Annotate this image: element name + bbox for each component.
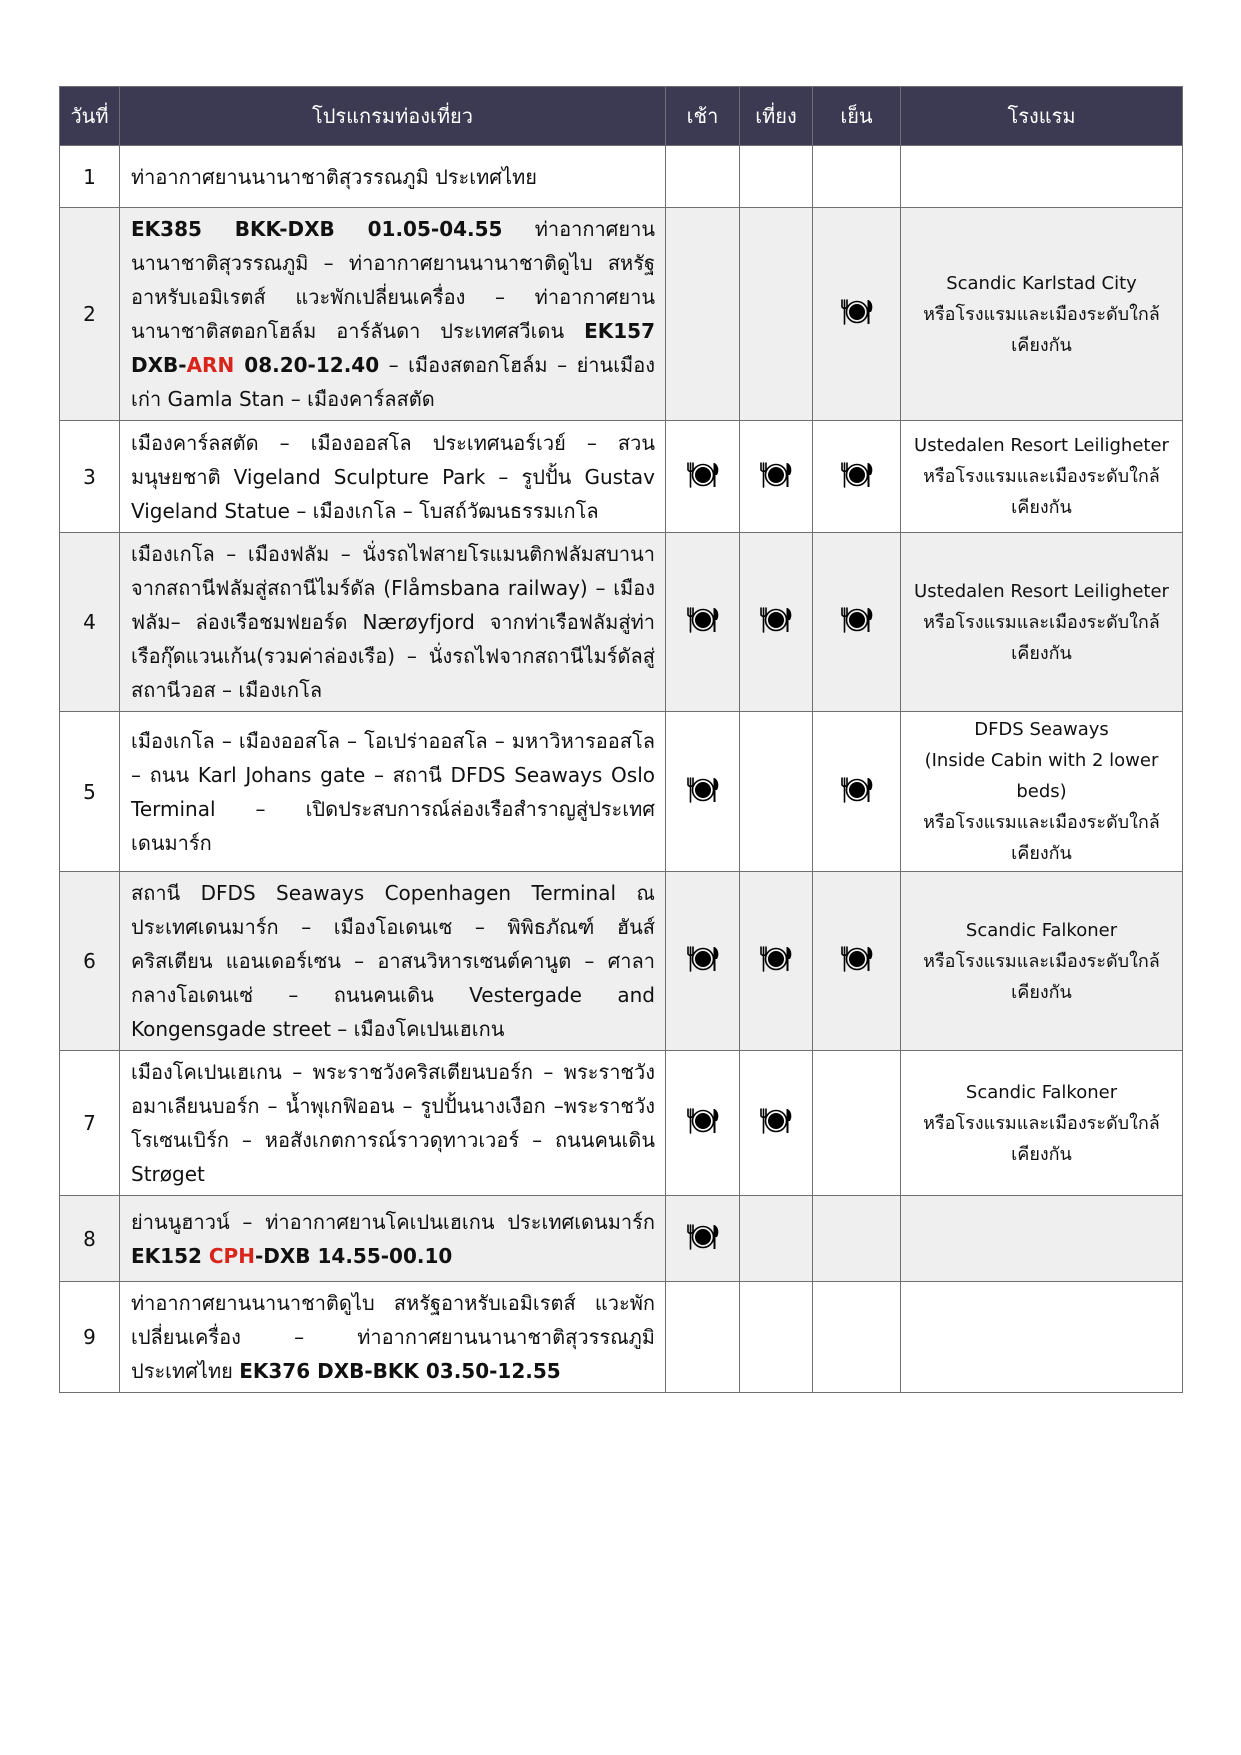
header-breakfast: เช้า <box>666 87 740 146</box>
table-row <box>60 712 1183 872</box>
flight-info: EK385 BKK-DXB 01.05-04.55 <box>131 217 503 241</box>
plate-fork-knife-icon <box>685 607 721 633</box>
plate-fork-knife-icon <box>685 462 721 488</box>
program-text: สถานี DFDS Seaways Copenhagen Terminal ณ ประเทศเดนมาร์ก – เมืองโอเดนเซ – พิพิธภัณฑ์ ฮันส์ คริสเตียน แอนเดอร์เซน – อาสนวิหารเซนต์คานูต – ศาลากลางโอเดนเซ่ – ถนนคนเดิน Vestergade and Kongensgade street – เมืองโคเปนเฮเกน <box>131 881 655 1041</box>
flight-info: -DXB 14.55-00.10 <box>254 1243 453 1268</box>
day-number: 7 <box>60 1051 120 1196</box>
plate-fork-knife-icon <box>839 299 875 325</box>
program-text: ท่าอากาศยานนานาชาติสุวรรณภูมิ – ท่าอากาศยานนานาชาติดูไบ สหรัฐอาหรับเอมิเรตส์ แวะพักเปลี่ยนเครื่อง – ท่าอากาศยานนานาชาติสตอกโฮล์ม อาร์ลันดา ประเทศสวีเดน <box>131 217 656 343</box>
meal-lunch <box>740 421 813 533</box>
meal-lunch <box>740 1282 813 1393</box>
hotel-name: Scandic Karlstad City <box>946 272 1137 294</box>
header-lunch: เที่ยง <box>740 87 813 146</box>
day-number: 6 <box>60 872 120 1051</box>
meal-lunch <box>740 1051 813 1196</box>
day-number: 5 <box>60 712 120 872</box>
hotel-alternative: หรือโรงแรมและเมืองระดับใกล้เคียงกัน <box>923 1112 1160 1165</box>
plate-fork-knife-icon <box>758 1108 794 1134</box>
program-description <box>120 1051 666 1196</box>
header-day: วันที่ <box>60 87 120 146</box>
program-text: – เมืองสตอกโฮล์ม – ย่านเมืองเก่า Gamla Stan – เมืองคาร์ลสตัด <box>131 353 655 411</box>
meal-breakfast <box>666 872 740 1051</box>
hotel-name: Scandic Falkoner <box>965 919 1118 941</box>
hotel-info <box>901 421 1183 533</box>
program-description <box>120 1282 666 1393</box>
hotel-info <box>901 1282 1183 1393</box>
flight-info: ARN <box>186 353 235 377</box>
flight-info: EK152 <box>131 1243 209 1268</box>
plate-fork-knife-icon <box>685 777 721 803</box>
meal-lunch <box>740 208 813 421</box>
table-row <box>60 1051 1183 1196</box>
program-text: เมืองคาร์ลสตัด – เมืองออสโล ประเทศนอร์เวย์ – สวนมนุษยชาติ Vigeland Sculpture Park – รูปปั้น Gustav Vigeland Statue – เมืองเกโล – โบสถ์วัฒนธรรมเกโล <box>131 430 655 523</box>
hotel-alternative: หรือโรงแรมและเมืองระดับใกล้เคียงกัน <box>923 950 1160 1003</box>
meal-dinner <box>813 872 901 1051</box>
flight-info: EK376 DXB-BKK 03.50-12.55 <box>239 1359 561 1383</box>
flight-info: EK157 DXB- <box>131 319 655 377</box>
program-description <box>120 146 666 208</box>
meal-lunch <box>740 533 813 712</box>
hotel-info <box>901 533 1183 712</box>
meal-dinner <box>813 421 901 533</box>
table-row <box>60 146 1183 208</box>
meal-lunch <box>740 872 813 1051</box>
day-number: 2 <box>60 208 120 421</box>
meal-breakfast <box>666 146 740 208</box>
program-text: ท่าอากาศยานนานาชาติสุวรรณภูมิ ประเทศไทย <box>131 164 537 189</box>
hotel-alternative: หรือโรงแรมและเมืองระดับใกล้เคียงกัน <box>923 303 1160 356</box>
meal-dinner <box>813 533 901 712</box>
plate-fork-knife-icon <box>758 462 794 488</box>
hotel-info <box>901 1051 1183 1196</box>
program-description <box>120 872 666 1051</box>
hotel-alternative: หรือโรงแรมและเมืองระดับใกล้เคียงกัน <box>923 611 1160 664</box>
meal-dinner <box>813 1196 901 1282</box>
program-text: ย่านนูฮาวน์ – ท่าอากาศยานโคเปนเฮเกน ประเทศเดนมาร์ก <box>131 1209 655 1234</box>
day-number: 4 <box>60 533 120 712</box>
meal-lunch <box>740 712 813 872</box>
meal-breakfast <box>666 1282 740 1393</box>
hotel-name: Ustedalen Resort Leiligheter <box>914 435 1169 456</box>
program-description <box>120 712 666 872</box>
header-program: โปรแกรมท่องเที่ยว <box>120 87 666 146</box>
hotel-info <box>901 146 1183 208</box>
hotel-alternative: หรือโรงแรมและเมืองระดับใกล้เคียงกัน <box>923 466 1160 518</box>
table-row <box>60 421 1183 533</box>
plate-fork-knife-icon <box>839 946 875 972</box>
program-text: เมืองโคเปนเฮเกน – พระราชวังคริสเตียนบอร์ก – พระราชวังอมาเลียนบอร์ก – น้ำพุเกฟิออน – รูปปั้นนางเงือก –พระราชวังโรเซนเบิร์ก – หอสังเกตการณ์ราวดุทาวเวอร์ – ถนนคนเดิน Strøget <box>131 1060 655 1186</box>
program-text: เมืองเกโล – เมืองฟลัม – นั่งรถไฟสายโรแมนติกฟลัมสบานา จากสถานีฟลัมสู่สถานีไมร์ดัล (Flåmsbana railway) – เมืองฟลัม– ล่องเรือชมฟยอร์ด Nærøyfjord จากท่าเรือฟลัมสู่ท่าเรือกุ๊ดแวนเก้น(รวมค่าล่องเรือ) – นั่งรถไฟจากสถานีไมร์ดัลสู่สถานีวอส – เมืองเกโล <box>131 542 655 702</box>
table-row <box>60 208 1183 421</box>
hotel-info <box>901 1196 1183 1282</box>
meal-breakfast <box>666 208 740 421</box>
meal-breakfast <box>666 1196 740 1282</box>
hotel-info <box>901 872 1183 1051</box>
flight-info: 08.20-12.40 <box>234 353 380 377</box>
program-description <box>120 1196 666 1282</box>
meal-breakfast <box>666 533 740 712</box>
hotel-name: (Inside Cabin with 2 lower beds) <box>924 750 1159 802</box>
itinerary-table <box>59 86 1183 1393</box>
plate-fork-knife-icon <box>839 607 875 633</box>
day-number: 8 <box>60 1196 120 1282</box>
plate-fork-knife-icon <box>685 1108 721 1134</box>
day-number: 9 <box>60 1282 120 1393</box>
hotel-name: Ustedalen Resort Leiligheter <box>914 580 1169 602</box>
plate-fork-knife-icon <box>685 946 721 972</box>
table-row <box>60 1282 1183 1393</box>
day-number: 3 <box>60 421 120 533</box>
meal-breakfast <box>666 421 740 533</box>
hotel-info <box>901 208 1183 421</box>
plate-fork-knife-icon <box>758 607 794 633</box>
header-hotel: โรงแรม <box>901 87 1183 146</box>
program-text: ท่าอากาศยานนานาชาติดูไบ สหรัฐอาหรับเอมิเรตส์ แวะพักเปลี่ยนเครื่อง – ท่าอากาศยานนานาชาติสุวรรณภูมิ ประเทศไทย <box>131 1291 655 1383</box>
meal-dinner <box>813 208 901 421</box>
hotel-name: DFDS Seaways <box>974 719 1109 740</box>
hotel-name: Scandic Falkoner <box>965 1081 1118 1103</box>
meal-breakfast <box>666 712 740 872</box>
plate-fork-knife-icon <box>685 1224 721 1250</box>
meal-breakfast <box>666 1051 740 1196</box>
header-dinner: เย็น <box>813 87 901 146</box>
program-text: เมืองเกโล – เมืองออสโล – โอเปร่าออสโล – มหาวิหารออสโล – ถนน Karl Johans gate – สถานี DFDS Seaways Oslo Terminal – เปิดประสบการณ์ล่องเรือสำราญสู่ประเทศเดนมาร์ก <box>131 728 655 855</box>
plate-fork-knife-icon <box>758 946 794 972</box>
meal-dinner <box>813 1051 901 1196</box>
meal-dinner <box>813 712 901 872</box>
program-description <box>120 533 666 712</box>
plate-fork-knife-icon <box>839 462 875 488</box>
meal-lunch <box>740 146 813 208</box>
table-row <box>60 1196 1183 1282</box>
meal-dinner <box>813 1282 901 1393</box>
table-header-row <box>60 87 1183 146</box>
table-row <box>60 872 1183 1051</box>
program-description <box>120 421 666 533</box>
meal-dinner <box>813 146 901 208</box>
plate-fork-knife-icon <box>839 777 875 803</box>
program-description <box>120 208 666 421</box>
hotel-alternative: หรือโรงแรมและเมืองระดับใกล้เคียงกัน <box>923 812 1160 864</box>
table-row <box>60 533 1183 712</box>
day-number: 1 <box>60 146 120 208</box>
flight-info: CPH <box>208 1243 255 1268</box>
hotel-info <box>901 712 1183 872</box>
meal-lunch <box>740 1196 813 1282</box>
